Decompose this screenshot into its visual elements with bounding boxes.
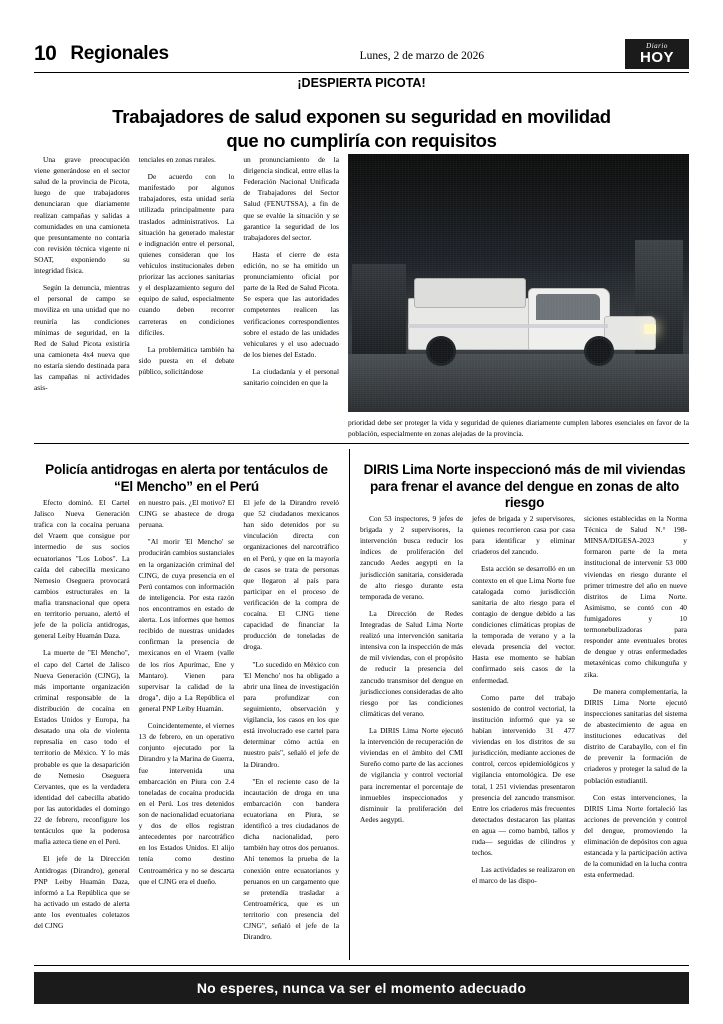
- paragraph: un pronunciamiento de la dirigencia sindical, entre ellas la Federación Nacional Unificada de Trabajadores del Sector Salud (FENUTSSA), a fin de que se evalúe la situación y se garantice la seguridad de los trabajadores del sector.: [243, 155, 340, 242]
- paragraph: Con estas intervenciones, la DIRIS Lima Norte fortaleció las acciones de prevención y control del dengue, promoviendo la eliminación de depósitos con agua estancada y la participación activa de la comunidad en la lucha contra esta enfermedad.: [584, 792, 688, 880]
- paragraph: De acuerdo con lo manifestado por algunos trabajadores, esta unidad sería utilizada principalmente para traslados administrativos. La situación ha generado malestar e indignación entre el personal, quienes consideran que los vehículos institucionales deben priorizar las acciones sanitarias y el desplazamiento seguro del equipo de salud, especialmente cuando deben recorrer carreteras en condiciones difíciles.: [138, 172, 235, 337]
- paragraph: Como parte del trabajo sostenido de control vectorial, la institución informó que ya se habían intervenido 31 477 viviendas en los distritos de su jurisdicción, mediante acciones de control, cercos epidemiológicos y vigilancia entomológica. De ese total, 1 251 viviendas presentaron presencia del zancudo transmisor. Entre los criaderos más frecuentes detectados destacaron las plantas en agua — como bambú, tallos y ruda— seguidas de cilindros y techos.: [472, 692, 575, 858]
- story-left-columns: [34, 497, 339, 948]
- masthead: [34, 34, 689, 74]
- paragraph: La DIRIS Lima Norte ejecutó la intervención de recuperación de viviendas en el ámbito del CMI Sureño como parte de las acciones de vigilancia y control vectorial para incrementar el porcentaje de inmuebles inspeccionados y disminuir la proliferación del Aedes aegypti.: [360, 725, 463, 824]
- publication-date: Lunes, 2 de marzo de 2026: [359, 50, 485, 62]
- footer-banner: [34, 972, 689, 1004]
- paragraph: Hasta el cierre de esta edición, no se ha emitido un pronunciamiento oficial por parte de la Red de Salud Picota. Se espera que las autoridades competentes realicen las verificaciones correspondientes sobre el estado de las unidades vehiculares y el uso adecuado de los bienes del Estado.: [243, 249, 340, 359]
- paragraph: en nuestro país. ¿El motivo? El CJNG se abastece de droga peruana.: [138, 498, 235, 530]
- lead-photo-block: [348, 154, 689, 439]
- divider-bottom: [34, 965, 689, 966]
- logo-line-1: Diario: [646, 42, 668, 50]
- story-right-headline: DIRIS Lima Norte inspeccionó más de mil viviendas para frenar el avance del dengue en zonas de alto riesgo: [363, 462, 686, 511]
- paragraph: Según la denuncia, mientras el personal de campo se moviliza en una unidad que no reuniría las condiciones mínimas de seguridad, en la Red de Salud Picota existiría una camioneta 4x4 nueva que no estaría siendo destinada para las campañas ni actividades asis-: [34, 283, 130, 393]
- paragraph: Esta acción se desarrolló en un contexto en el que Lima Norte fue catalogada como jurisdicción sanitaria de alto riesgo para el contagio de dengue debido a las condiciones climáticas propias de la temporada de verano y a la elevada presencia del vector. Hasta ese momento se habían confirmado seis casos de la enfermedad.: [472, 564, 575, 685]
- newspaper-logo: [625, 39, 689, 69]
- photo-grain-overlay: [348, 154, 689, 412]
- story-left-headline: Policía antidrogas en alerta por tentáculos de “El Mencho” en el Perú: [45, 462, 328, 494]
- paragraph: "Al morir 'El Mencho' se producirán cambios sustanciales en la organización criminal del CJNG, de cuya presencia en el Perú contamos con información de inteligencia. Por esta razón nos encontramos en estado de alerta. Los informes que hemos recibido de nuestras unidades confirman la presencia de mexicanos en el Vraem (valle de los ríos Apurímac, Ene y Mantaro). Vienen para supervisar la calidad de la droga", dijo a La República el general PNP Leiby Huamán.: [138, 537, 235, 713]
- lead-column-3: [243, 154, 339, 399]
- story-right-column-1: [360, 513, 463, 893]
- paragraph: siciones establecidas en la Norma Técnica de Salud N.° 198-MINSA/DIGESA-2023 y formaron parte de la meta institucional de intervenir 53 000 viviendas en riesgo durante el primer trimestre del año en nueve distritos de Lima Norte. Asimismo, se contó con 40 fumigadores y 10 termonebulizadoras para responder ante eventuales brotes de dengue y otras enfermedades metaxénicas como chikunguña y zika.: [584, 514, 687, 679]
- story-right-column-3: [584, 513, 687, 893]
- lead-column-1: [34, 154, 130, 399]
- paragraph: Las actividades se realizaron en el marco de las dispo-: [472, 865, 575, 886]
- paragraph: La Dirección de Redes Integradas de Salud Lima Norte realizó una intervención sanitaria intensiva con la inspección de más de mil viviendas, con el propósito de reducir la presencia del zancudo transmisor del dengue en jurisdicciones consideradas de alto riesgo por las condiciones climáticas del verano.: [360, 608, 463, 718]
- paragraph: De manera complementaria, la DIRIS Lima Norte ejecutó inspecciones sanitarias del sistema de abastecimiento de agua en instituciones educativas del distrito de Carabayllo, con el fin de prevenir la formación de criaderos y proteger la salud de la población estudiantil.: [584, 686, 687, 785]
- divider-vertical: [349, 449, 350, 960]
- story-right-columns: [360, 513, 689, 893]
- divider-top: [34, 72, 689, 73]
- section-title: Regionales: [70, 43, 169, 64]
- logo-line-2: HOY: [639, 49, 674, 66]
- paragraph: jefes de brigada y 2 supervisores, quienes recorrieron casa por casa para identificar y eliminar criaderos del zancudo.: [472, 514, 575, 557]
- story-left-column-3: [243, 497, 339, 948]
- paragraph: Con 53 inspectores, 9 jefes de brigada y 2 supervisores, la intervención busca reducir los índices de proliferación del zancudo Aedes aegypti en la jurisdicción sanitaria, considerada de alto riesgo durante esta temporada de verano.: [360, 514, 463, 601]
- paragraph: tenciales en zonas rurales.: [138, 155, 216, 164]
- lead-photo: [348, 154, 689, 412]
- paragraph: Una grave preocupación viene generándose en el sector salud de la provincia de Picota, luego de que trabajadores denunciaran que diariamente realizan campañas y salidas a comunidades en una camioneta que presuntamente no contaría con revisión técnica vigente ni SOAT, exponiendo su integridad física.: [34, 155, 130, 276]
- paragraph: La ciudadanía y el personal sanitario coinciden en que la: [243, 366, 340, 388]
- paragraph: Efecto dominó. El Cartel Jalisco Nueva Generación trafica con la cocaína peruana del Vraem que consigue por intermedio de sus socios ecuatorianos "Los Lobos". La caída del cabecilla mexicano Nemesio Oseguera provocará cambios estructurales en la mafia transnacional que opera en territorio peruano, alertó el jefe de la policía antidrogas, general Leiby Huamán Daza.: [34, 498, 130, 641]
- page-number: 10: [34, 42, 57, 65]
- paragraph: El jefe de la Dirección Antidrogas (Dirandro), general PNP Leiby Huamán Daza, informó a La República que se ha activado un estado de alerta ante los eventuales coletazos del CJNG: [34, 854, 130, 931]
- paragraph: Coincidentemente, el viernes 13 de febrero, en un operativo conjunto ejecutado por la Dirandro y la Marina de Guerra, fue intervenida una embarcación en Piura con 2.4 toneladas de cocaína producida en el Perú. Los tres detenidos son de nacionalidad ecuatoriana y dos de ellos registran antecedentes por narcotráfico en los Estados Unidos. El alijo tenía como destino Centroamérica y no se descarta que el CJNG era el dueño.: [138, 721, 235, 886]
- paragraph: La muerte de "El Mencho", el capo del Cartel de Jalisco Nueva Generación (CJNG), la más importante organización criminal responsable de la distribución de cocaína en Estados Unidos y Europa, ha desatado una ola de violenta represalia en caso todo el territorio de México. Y lo más probable es que la desaparición de Nemesio Oseguera Cervantes, que es la verdadera identidad del cabecilla abatido por las autoridades el domingo 22 de febrero, reconfigure los tentáculos que la poderosa mafia azteca tiene en el Perú.: [34, 648, 130, 847]
- paragraph: La problemática también ha sido puesta en el debate público, solicitándose: [138, 344, 235, 376]
- story-right-column-2: [472, 513, 575, 893]
- lead-column-2: [139, 154, 235, 399]
- paragraph: "Lo sucedido en México con 'El Mencho' nos ha obligado a abrir una línea de investigación para profundizar con seguimiento, observación y vigilancia, los casos en los que está involucrado ese cartel para determinar cómo actúa en nuestro país", señaló el jefe de la Dirandro.: [243, 659, 340, 769]
- story-left-column-2: [139, 497, 235, 948]
- footer-banner-text: No esperes, nunca va ser el momento adecuado: [196, 980, 527, 996]
- lead-kicker: ¡DESPIERTA PICOTA!: [297, 76, 426, 90]
- photo-caption: prioridad debe ser proteger la vida y seguridad de quienes diariamente cumplen labores esenciales en favor de la población, especialmente en zonas alejadas de la provincia.: [348, 418, 689, 439]
- story-left-column-1: [34, 497, 130, 948]
- lead-body-columns: [34, 154, 339, 399]
- paragraph: "En el reciente caso de la incautación de droga en una embarcación con bandera ecuatoriana en Piura, se identificó a tres ciudadanos de dicha nacionalidad, pero también hay otros dos peruanos. Ahí tenemos la prueba de la conexión entre ecuatorianos y peruanos en un cargamento que se pretendía trasladar a Centroamérica, que es un territorio con presencia del CJNG", señaló el jefe de la Dirandro.: [243, 776, 340, 942]
- paragraph: El jefe de la Dirandro reveló que 52 ciudadanos mexicanos han sido detenidos por su vinculación directa con organizaciones del narcotráfico en el Perú, y que en la mayoría de casos se trata de personas que llegaron al país para participar en el proceso de verificación de la compra de cocaína. El CJNG tiene capacidad de financiar la producción de toneladas de droga.: [243, 498, 340, 652]
- lead-headline: Trabajadores de salud exponen su seguridad en movilidad que no cumpliría con requisitos: [112, 106, 611, 152]
- divider-middle: [34, 443, 689, 444]
